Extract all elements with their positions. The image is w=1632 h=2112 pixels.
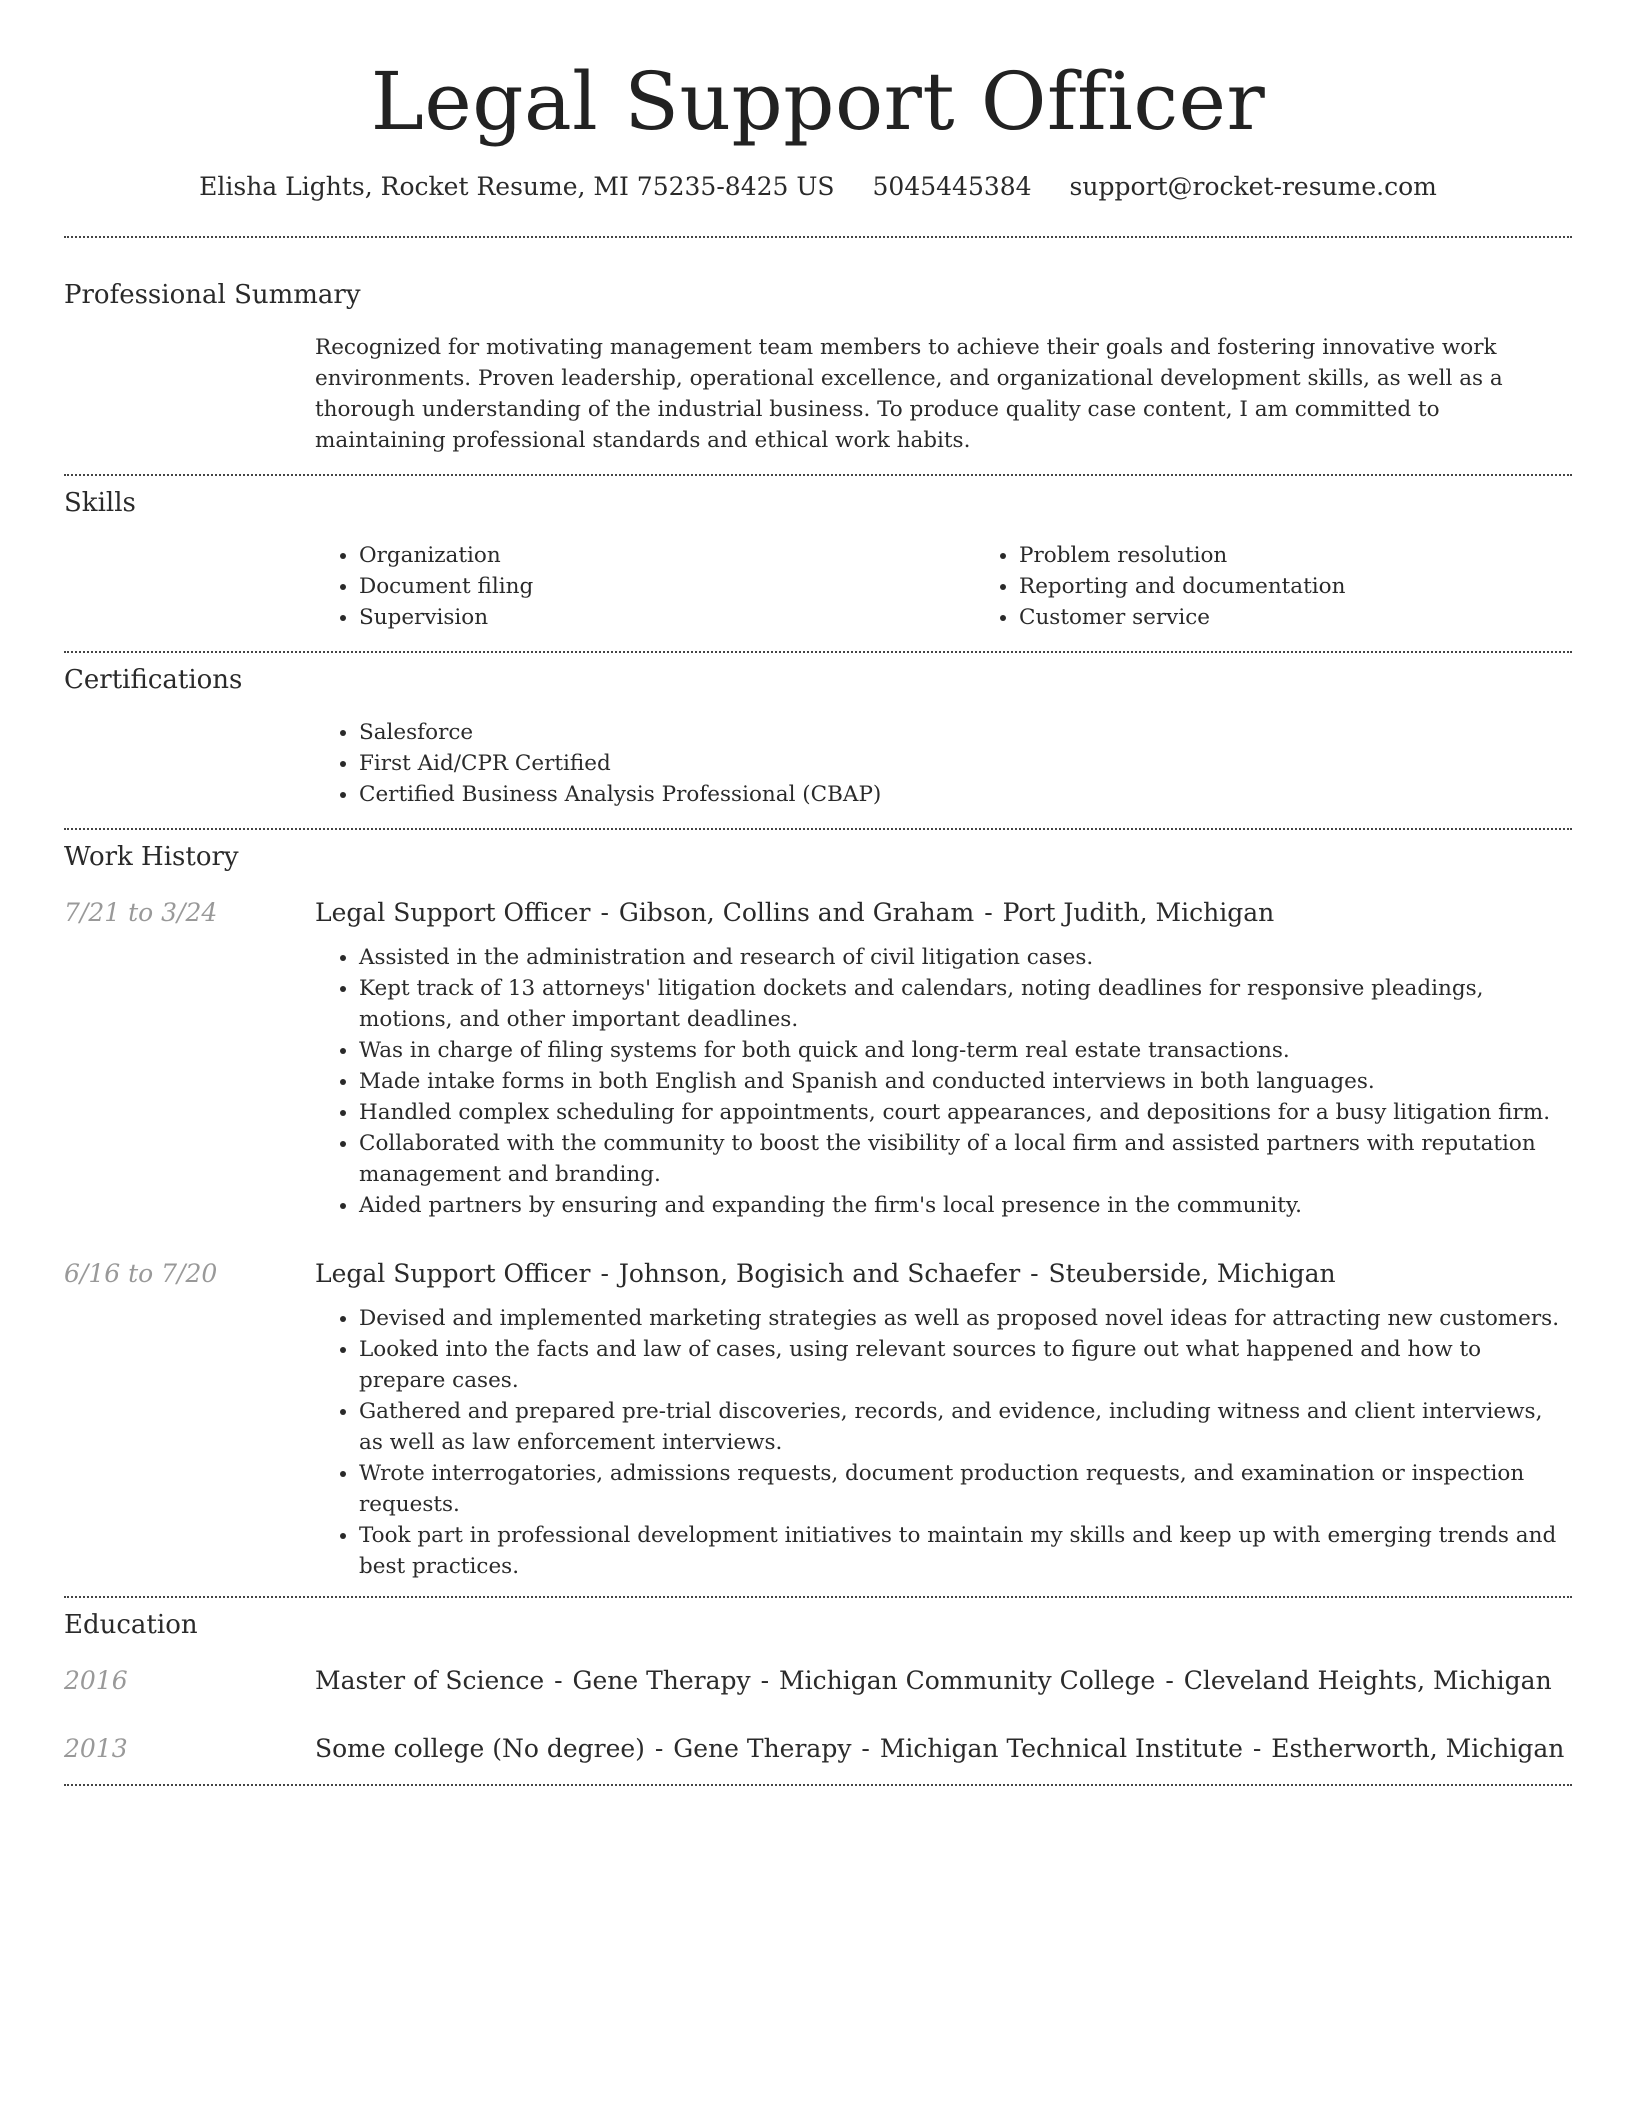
- certification-item: • First Aid/CPR Certified: [359, 748, 1572, 779]
- title-separator: -: [600, 898, 617, 927]
- job-location: Port Judith, Michigan: [1002, 898, 1275, 927]
- job-bullet: • Kept track of 13 attorneys' litigation dockets and calendars, noting deadlines for responsive pleadings, motions, and other important deadlines.: [359, 973, 1572, 1035]
- job-bullet: • Wrote interrogatories, admissions requests, document production requests, and examination or inspection requests.: [359, 1458, 1572, 1520]
- title-separator: -: [1165, 1666, 1182, 1695]
- job-company: Johnson, Bogisich and Schaefer: [618, 1259, 1021, 1288]
- education-title-line: [315, 1664, 1572, 1698]
- certification-item: • Certified Business Analysis Professional (CBAP): [359, 779, 1572, 810]
- title-separator: -: [600, 1259, 617, 1288]
- job-bullet: • Made intake forms in both English and Spanish and conducted interviews in both languages.: [359, 1066, 1572, 1097]
- education-entry: [64, 1732, 1572, 1766]
- resume-page: [64, 0, 1572, 1786]
- job-dates: 6/16 to 7/20: [64, 1259, 218, 1288]
- education-location: Cleveland Heights, Michigan: [1183, 1666, 1552, 1695]
- title-separator: -: [1252, 1734, 1270, 1763]
- contact-email: support@rocket-resume.com: [1069, 172, 1437, 201]
- work-history-title: Work History: [64, 842, 239, 872]
- job-bullet: • Devised and implemented marketing strategies as well as proposed novel ideas for attracting new customers.: [359, 1303, 1572, 1334]
- job-entry: [64, 896, 1572, 1221]
- job-location: Steuberside, Michigan: [1048, 1259, 1336, 1288]
- contact-address: Elisha Lights, Rocket Resume, MI 75235-8425 US: [199, 172, 835, 201]
- education-field: Gene Therapy: [572, 1666, 751, 1695]
- job-bullets: [315, 942, 1572, 1221]
- job-title: [315, 1257, 1572, 1291]
- resume-name: Legal Support Officer: [370, 55, 1266, 148]
- skill-item: • Supervision: [359, 602, 975, 633]
- summary-text: Recognized for motivating management team members to achieve their goals and fostering innovative work environments. Proven leadership, operational excellence, and organizational development skills, as well as a thorough understanding of the industrial business. To produce quality case content, I am committed to maintaining professional standards and ethical work habits.: [315, 335, 1503, 453]
- contact-line: [64, 170, 1572, 204]
- job-bullets: [315, 1303, 1572, 1582]
- certifications-section: [64, 653, 1572, 810]
- job-bullet: • Aided partners by ensuring and expanding the firm's local presence in the community.: [359, 1190, 1572, 1221]
- summary-title: Professional Summary: [64, 280, 361, 310]
- title-separator: -: [1030, 1259, 1047, 1288]
- contact-phone: 5045445384: [872, 172, 1032, 201]
- education-degree: Some college (No degree): [315, 1734, 645, 1763]
- title-separator: -: [861, 1734, 878, 1763]
- job-bullet: • Handled complex scheduling for appointments, court appearances, and depositions for a busy litigation firm.: [359, 1097, 1572, 1128]
- job-title: [315, 896, 1572, 930]
- education-divider: [64, 1784, 1572, 1786]
- title-separator: -: [654, 1734, 672, 1763]
- job-bullet: • Was in charge of filing systems for both quick and long-term real estate transactions.: [359, 1035, 1572, 1066]
- skill-item: • Problem resolution: [1019, 540, 1632, 571]
- education-section: [64, 1598, 1572, 1766]
- education-entry: [64, 1664, 1572, 1698]
- skill-item: • Customer service: [1019, 602, 1632, 633]
- title-separator: -: [554, 1666, 571, 1695]
- job-bullet: • Took part in professional development initiatives to maintain my skills and keep up with emerging trends and best practices.: [359, 1520, 1572, 1582]
- job-role: Legal Support Officer: [315, 898, 591, 927]
- title-separator: -: [984, 898, 1001, 927]
- education-title: Education: [64, 1610, 198, 1640]
- job-dates: 7/21 to 3/24: [64, 898, 218, 927]
- education-school: Michigan Technical Institute: [879, 1734, 1243, 1763]
- job-bullet: • Collaborated with the community to boost the visibility of a local firm and assisted partners with reputation management and branding.: [359, 1128, 1572, 1190]
- certification-item: • Salesforce: [359, 717, 1572, 748]
- education-year: 2016: [64, 1666, 128, 1695]
- job-bullet: • Gathered and prepared pre-trial discoveries, records, and evidence, including witness and client interviews, as well as law enforcement interviews.: [359, 1396, 1572, 1458]
- education-title-line: [315, 1732, 1572, 1766]
- work-history-section: [64, 830, 1572, 1582]
- education-degree: Master of Science: [315, 1666, 545, 1695]
- certifications-title: Certifications: [64, 665, 243, 695]
- education-location: Estherworth, Michigan: [1271, 1734, 1565, 1763]
- skills-list-right: [975, 540, 1632, 633]
- education-field: Gene Therapy: [673, 1734, 852, 1763]
- job-company: Gibson, Collins and Graham: [618, 898, 975, 927]
- title-separator: -: [760, 1666, 778, 1695]
- education-year: 2013: [64, 1734, 128, 1763]
- skill-item: • Reporting and documentation: [1019, 571, 1632, 602]
- certifications-list: [315, 717, 1572, 810]
- education-school: Michigan Community College: [779, 1666, 1156, 1695]
- skills-title: Skills: [64, 488, 136, 518]
- skill-item: • Organization: [359, 540, 975, 571]
- job-bullet: • Assisted in the administration and research of civil litigation cases.: [359, 942, 1572, 973]
- summary-section: [64, 238, 1572, 456]
- job-bullet: • Looked into the facts and law of cases, using relevant sources to figure out what happened and how to prepare cases.: [359, 1334, 1572, 1396]
- job-entry: [64, 1257, 1572, 1582]
- skill-item: • Document filing: [359, 571, 975, 602]
- skills-section: [64, 476, 1572, 633]
- skills-list-left: [315, 540, 975, 633]
- job-role: Legal Support Officer: [315, 1259, 591, 1288]
